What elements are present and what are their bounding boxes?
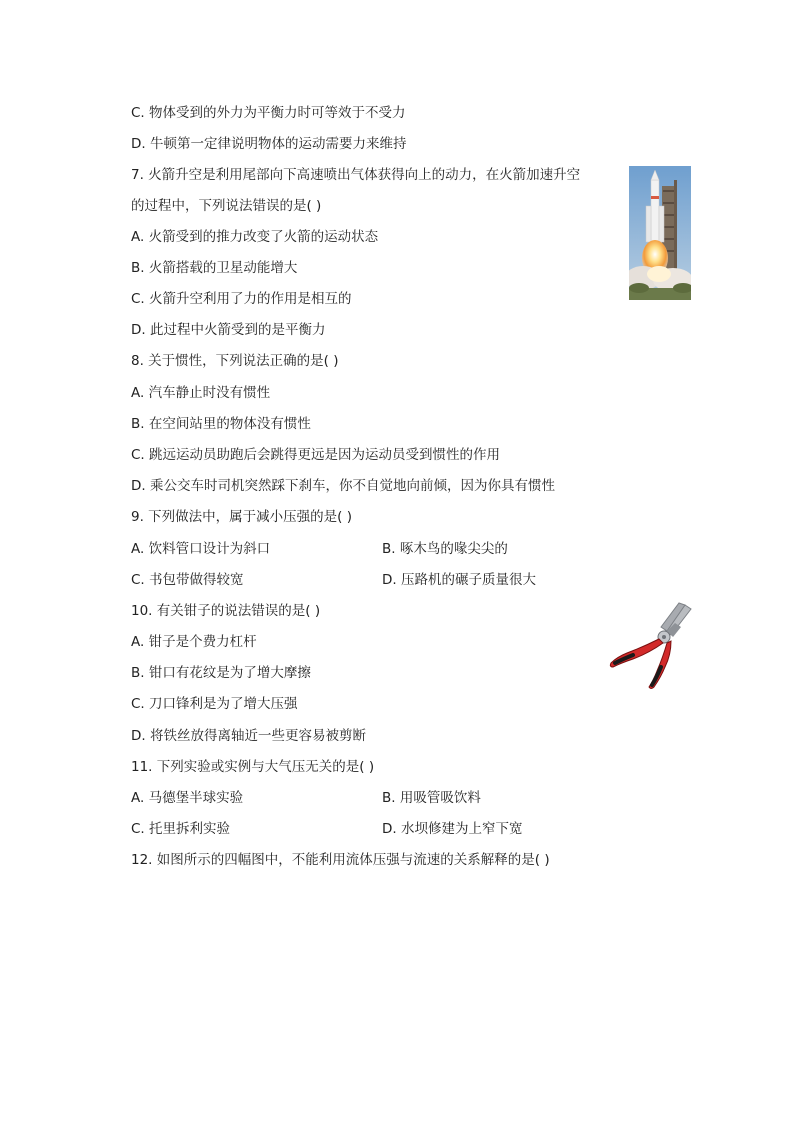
q8-option-c: C. 跳远运动员助跑后会跳得更远是因为运动员受到惯性的作用: [131, 447, 501, 463]
q8-option-a: A. 汽车静止时没有惯性: [131, 385, 271, 401]
q10-option-b: B. 钳口有花纹是为了增大摩擦: [131, 665, 311, 681]
q9-option-c: C. 书包带做得较宽: [131, 572, 244, 588]
q7-option-b: B. 火箭搭载的卫星动能增大: [131, 260, 298, 276]
q8-option-b: B. 在空间站里的物体没有惯性: [131, 416, 311, 432]
q9-option-a: A. 饮料管口设计为斜口: [131, 541, 271, 557]
question-7-stem-cont: 的过程中，下列说法错误的是( ): [131, 198, 322, 214]
q7-option-a: A. 火箭受到的推力改变了火箭的运动状态: [131, 229, 379, 245]
q8-option-d: D. 乘公交车时司机突然踩下刹车，你不自觉地向前倾，因为你具有惯性: [131, 478, 555, 494]
question-10-stem: 10. 有关钳子的说法错误的是( ): [131, 603, 321, 619]
question-9-stem: 9. 下列做法中，属于减小压强的是( ): [131, 509, 352, 525]
q9-option-d: D. 压路机的碾子质量很大: [382, 572, 536, 588]
question-8-stem: 8. 关于惯性，下列说法正确的是( ): [131, 353, 339, 369]
q11-option-c: C. 托里拆利实验: [131, 821, 231, 837]
question-7-stem: 7. 火箭升空是利用尾部向下高速喷出气体获得向上的动力，在火箭加速升空: [131, 167, 581, 183]
q7-option-c: C. 火箭升空利用了力的作用是相互的: [131, 291, 352, 307]
q10-option-a: A. 钳子是个费力杠杆: [131, 634, 257, 650]
q9-option-b: B. 啄木鸟的喙尖尖的: [382, 541, 508, 557]
q10-option-c: C. 刀口锋利是为了增大压强: [131, 696, 298, 712]
q11-option-a: A. 马德堡半球实验: [131, 790, 244, 806]
question-11-stem: 11. 下列实验或实例与大气压无关的是( ): [131, 759, 375, 775]
pliers-image: [605, 601, 693, 691]
q10-option-d: D. 将铁丝放得离轴近一些更容易被剪断: [131, 728, 366, 744]
option-c-balanced-force: C. 物体受到的外力为平衡力时可等效于不受力: [131, 105, 406, 121]
option-d-newton-first-law: D. 牛顿第一定律说明物体的运动需要力来维持: [131, 136, 407, 152]
q7-option-d: D. 此过程中火箭受到的是平衡力: [131, 322, 326, 338]
q11-option-b: B. 用吸管吸饮料: [382, 790, 481, 806]
rocket-launch-image: [629, 166, 691, 300]
q11-option-d: D. 水坝修建为上窄下宽: [382, 821, 523, 837]
question-12-stem: 12. 如图所示的四幅图中，不能利用流体压强与流速的关系解释的是( ): [131, 852, 550, 868]
